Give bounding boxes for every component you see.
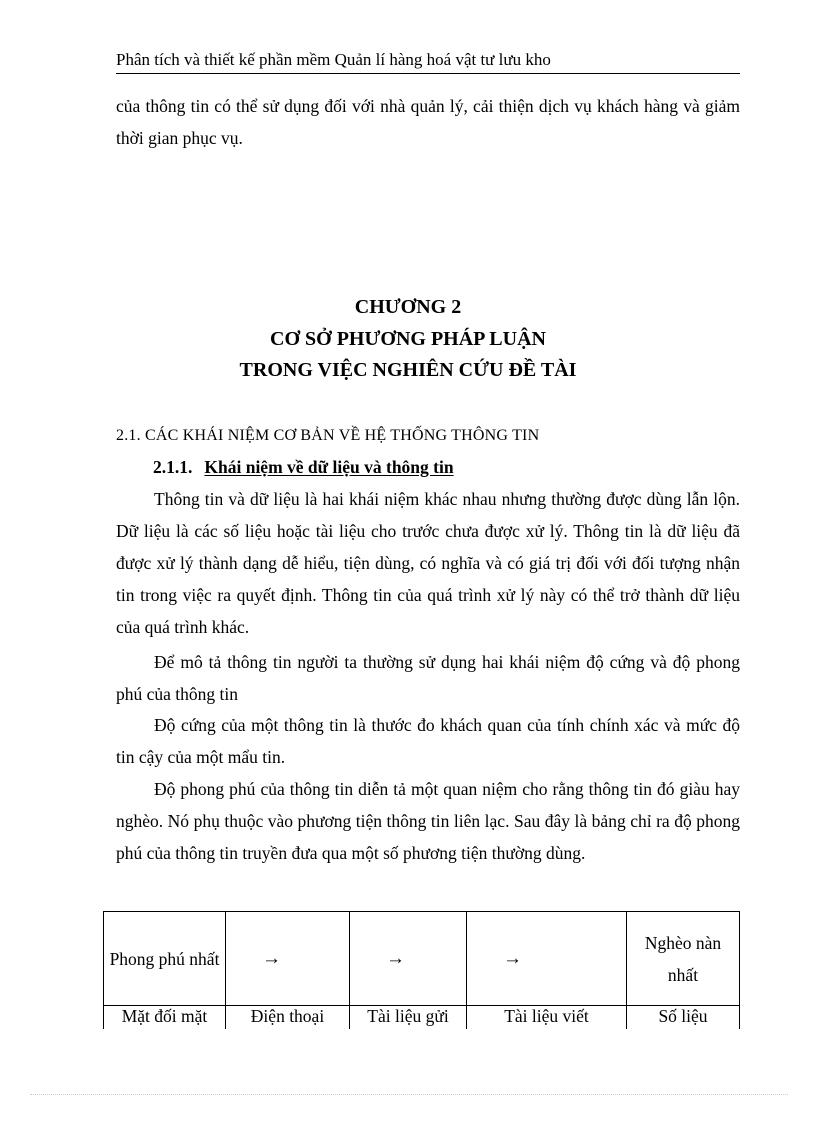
chapter-title-line2: TRONG VIỆC NGHIÊN CỨU ĐỀ TÀI	[239, 359, 577, 381]
table-cell: Mặt đối mặt	[104, 1006, 226, 1030]
body-paragraph: Thông tin và dữ liệu là hai khái niệm khác nhau nhưng thường được dùng lẫn lộn. Dữ liệu là các số liệu hoặc tài liệu cho trước chưa được xử lý. Thông tin là dữ liệu đã được xử lý thành dạng dễ hiểu, tiện dùng, có nghĩa và có giá trị đối với đối tượng nhận tin trong việc ra quyết định. Thông tin của quá trình xử lý này có thể trở thành dữ liệu của quá trình khác.	[116, 489, 740, 637]
page-bottom-divider	[30, 1094, 788, 1095]
subsection-heading	[153, 455, 454, 479]
arrow-icon: →	[226, 912, 350, 1006]
subsection-title: Khái niệm về dữ liệu và thông tin	[204, 457, 454, 477]
table-cell: Điện thoại	[226, 1006, 350, 1030]
richness-table	[103, 911, 740, 1029]
running-header: Phân tích và thiết kế phần mềm Quản lí hàng hoá vật tư lưu kho	[116, 49, 740, 74]
table-cell: Số liệu	[627, 1006, 740, 1030]
intro-paragraph: của thông tin có thể sử dụng đối với nhà quản lý, cải thiện dịch vụ khách hàng và giảm thời gian phục vụ.	[116, 96, 740, 148]
table-cell: Tài liệu gửi	[350, 1006, 467, 1030]
table-cell: Nghèo nàn nhất	[627, 912, 740, 1006]
subsection-number: 2.1.1.	[153, 457, 193, 477]
arrow-icon: →	[350, 912, 467, 1006]
chapter-number: CHƯƠNG 2	[354, 296, 462, 318]
body-paragraph: Độ phong phú của thông tin diễn tả một quan niệm cho rằng thông tin đó giàu hay nghèo. Nó phụ thuộc vào phương tiện thông tin liên lạc. Sau đây là bảng chỉ ra độ phong phú của thông tin truyền đưa qua một số phương tiện thường dùng.	[116, 779, 740, 863]
arrow-icon: →	[467, 912, 627, 1006]
body-paragraph: Để mô tả thông tin người ta thường sử dụng hai khái niệm độ cứng và độ phong phú của thông tin	[116, 652, 740, 704]
table-row	[104, 912, 740, 1006]
chapter-title-line1: CƠ SỞ PHƯƠNG PHÁP LUẬN	[270, 328, 546, 350]
table-cell: Tài liệu viết	[467, 1006, 627, 1030]
table-cell: Phong phú nhất	[104, 912, 226, 1006]
body-paragraph: Độ cứng của một thông tin là thước đo khách quan của tính chính xác và mức độ tin cậy của một mẩu tin.	[116, 715, 740, 767]
section-heading: 2.1. CÁC KHÁI NIỆM CƠ BẢN VỀ HỆ THỐNG THÔNG TIN	[116, 427, 540, 444]
table-row	[104, 1006, 740, 1030]
